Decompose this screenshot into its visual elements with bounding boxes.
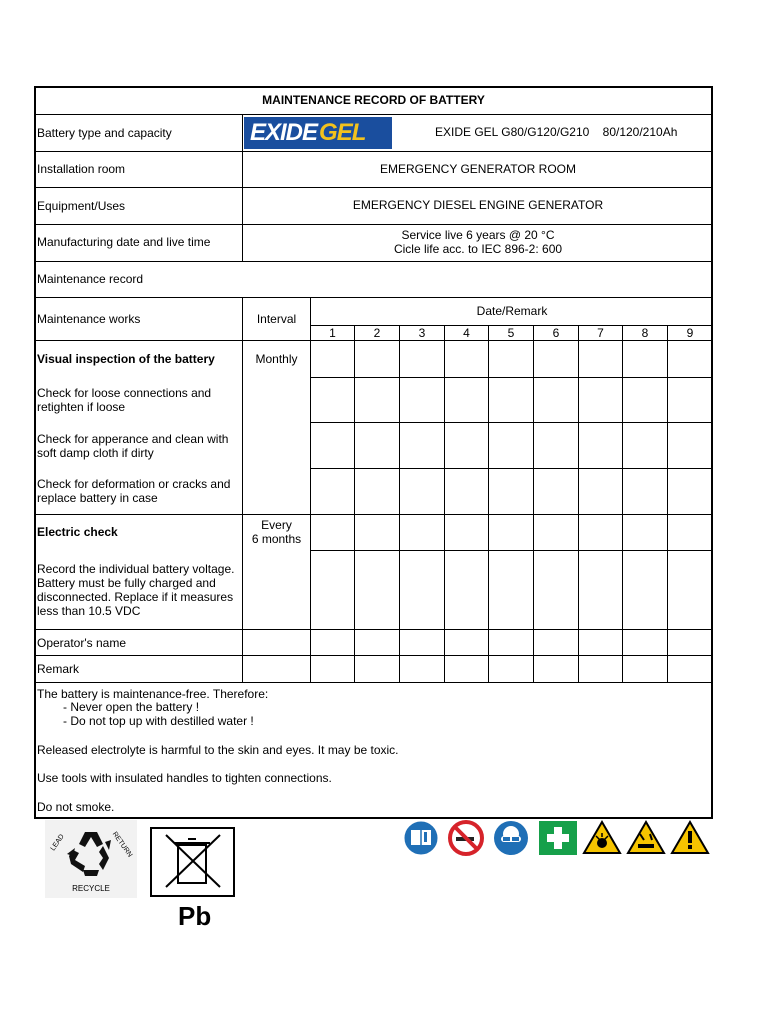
column-number: 5 bbox=[507, 326, 515, 340]
weee-bin-symbol bbox=[150, 827, 235, 897]
recycle-lead-text: LEAD bbox=[49, 833, 66, 853]
col-divider bbox=[622, 325, 623, 682]
visual-item-2: Check for apperance and clean with bbox=[37, 432, 229, 446]
maintenance-record-label: Maintenance record bbox=[37, 272, 144, 286]
note-line: The battery is maintenance-free. Therefore: bbox=[37, 687, 269, 701]
column-number: 3 bbox=[418, 326, 426, 340]
date-remark-header: Date/Remark bbox=[476, 304, 548, 318]
column-number: 1 bbox=[329, 326, 336, 340]
grid-divider bbox=[310, 422, 713, 423]
explosive-warning-icon bbox=[582, 820, 622, 856]
col-divider bbox=[488, 325, 489, 682]
electric-check-item: Record the individual battery voltage. bbox=[37, 562, 235, 576]
eye-protection-icon bbox=[492, 820, 530, 856]
col-divider bbox=[399, 325, 400, 682]
col-divider bbox=[667, 325, 668, 682]
read-manual-icon bbox=[402, 820, 440, 856]
row-divider bbox=[34, 114, 713, 115]
row-divider bbox=[34, 682, 713, 683]
row-divider bbox=[34, 340, 713, 341]
recycle-text: RECYCLE bbox=[72, 884, 110, 893]
electric-check-interval: 6 months bbox=[251, 532, 302, 546]
col-divider bbox=[310, 297, 311, 682]
exide-gel-logo bbox=[244, 117, 392, 149]
maintenance-works-header: Maintenance works bbox=[37, 312, 141, 326]
grid-divider bbox=[310, 550, 713, 551]
row-divider bbox=[34, 224, 713, 225]
battery-type-label: Battery type and capacity bbox=[37, 126, 172, 140]
row-divider bbox=[34, 297, 713, 298]
logo-gel-text: GEL bbox=[319, 119, 366, 146]
row-divider bbox=[34, 655, 713, 656]
visual-item-3: Check for deformation or cracks and bbox=[37, 477, 231, 491]
electric-check-item: less than 10.5 VDC bbox=[37, 604, 141, 618]
general-warning-icon bbox=[670, 820, 710, 856]
visual-inspection-interval: Monthly bbox=[255, 352, 298, 366]
installation-room-value: EMERGENCY GENERATOR ROOM bbox=[379, 162, 577, 176]
pb-lead-symbol: Pb bbox=[178, 901, 212, 931]
note-line: - Never open the battery ! bbox=[63, 700, 200, 714]
remark-label: Remark bbox=[37, 662, 80, 676]
note-line: Do not smoke. bbox=[37, 800, 115, 814]
visual-item-1: retighten if loose bbox=[37, 400, 126, 414]
row-divider bbox=[34, 151, 713, 152]
operator-name-label: Operator's name bbox=[37, 636, 126, 650]
row-divider bbox=[34, 261, 713, 262]
column-number: 4 bbox=[463, 326, 470, 340]
equipment-value: EMERGENCY DIESEL ENGINE GENERATOR bbox=[352, 198, 604, 212]
column-number: 2 bbox=[373, 326, 381, 340]
no-smoking-icon bbox=[446, 820, 486, 856]
visual-inspection-title: Visual inspection of the battery bbox=[37, 352, 215, 366]
first-aid-icon bbox=[538, 820, 578, 856]
column-number: 7 bbox=[597, 326, 604, 340]
column-number: 6 bbox=[552, 326, 560, 340]
manufacturing-label: Manufacturing date and live time bbox=[37, 235, 211, 249]
battery-type-value: EXIDE GEL G80/G120/G210 80/120/210Ah bbox=[435, 125, 678, 139]
logo-exide-text: EXIDE bbox=[250, 119, 318, 146]
column-number: 9 bbox=[686, 326, 694, 340]
grid-divider bbox=[310, 468, 713, 469]
col-divider bbox=[444, 325, 445, 682]
col-divider bbox=[533, 325, 534, 682]
grid-divider bbox=[310, 377, 713, 378]
electric-check-interval: Every bbox=[261, 518, 292, 532]
lead-recycle-symbol bbox=[45, 820, 137, 898]
electric-check-item: disconnected. Replace if it measures bbox=[37, 590, 234, 604]
visual-item-2: soft damp cloth if dirty bbox=[37, 446, 154, 460]
col-divider bbox=[354, 325, 355, 682]
electric-check-item: Battery must be fully charged and bbox=[37, 576, 216, 590]
cycle-life-value: Cicle life acc. to IEC 896-2: 600 bbox=[393, 242, 563, 256]
installation-room-label: Installation room bbox=[37, 162, 126, 176]
row-divider bbox=[34, 629, 713, 630]
note-line: - Do not top up with destilled water ! bbox=[63, 714, 254, 728]
page-title: MAINTENANCE RECORD OF BATTERY bbox=[262, 93, 485, 107]
note-line: Released electrolyte is harmful to the skin and eyes. It may be toxic. bbox=[37, 743, 399, 757]
row-divider bbox=[34, 187, 713, 188]
col-divider bbox=[578, 325, 579, 682]
crossed-bin-icon bbox=[152, 829, 233, 895]
service-life-value: Service live 6 years @ 20 °C bbox=[401, 228, 555, 242]
visual-item-1: Check for loose connections and bbox=[37, 386, 212, 400]
note-line: Use tools with insulated handles to tighten connections. bbox=[37, 771, 332, 785]
corrosive-warning-icon bbox=[626, 820, 666, 856]
column-number: 8 bbox=[641, 326, 649, 340]
row-divider bbox=[34, 514, 713, 515]
interval-header: Interval bbox=[256, 312, 297, 326]
electric-check-title: Electric check bbox=[37, 525, 118, 539]
recycle-return-text: RETURN bbox=[110, 830, 134, 859]
visual-item-3: replace battery in case bbox=[37, 491, 158, 505]
equipment-label: Equipment/Uses bbox=[37, 199, 126, 213]
